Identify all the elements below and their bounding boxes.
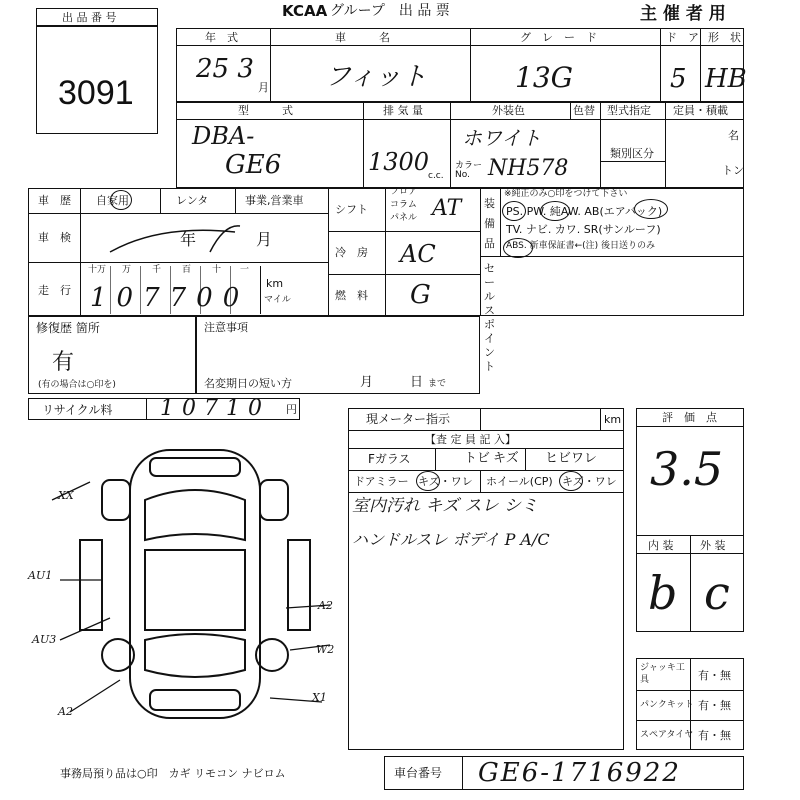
glass-chip-option: トビ [464, 451, 491, 466]
mileage-value: 107700 [90, 283, 250, 313]
chassis-number: GE6-1716922 [478, 758, 681, 788]
recycle-unit: 円 [286, 403, 297, 416]
inspection-month-unit: 月 [256, 230, 273, 249]
type-spec-label: 型式指定 [607, 104, 651, 117]
jack-options: 有・無 [698, 669, 731, 682]
front-glass-label: Fガラス [368, 452, 411, 466]
recycle-value: 10710 [160, 396, 270, 421]
puncture-options: 有・無 [698, 699, 731, 712]
rental-option: レンタ [176, 194, 209, 207]
color-no-value: NH578 [488, 156, 569, 181]
shift-option-column: コラム [390, 200, 417, 210]
diagram-mark-au1: AU1 [28, 569, 53, 582]
windshield [145, 490, 245, 540]
interior-label: 内 装 [648, 539, 674, 552]
front-left-wheel [102, 480, 130, 520]
type-value-line1: DBA- [192, 122, 255, 150]
rating-label: 評 価 点 [662, 411, 717, 424]
notes-label: 注意事項 [204, 321, 248, 334]
body-value: HB [705, 64, 747, 94]
shift-value: AT [432, 196, 462, 221]
form-title: グループ 出 品 票 [330, 3, 450, 19]
inspector-remark-1: 室内汚れ キズ スレ シミ [352, 496, 538, 516]
name-change-deadline-label: 名変期日の短い方 [204, 377, 292, 390]
front-right-wheel [260, 480, 288, 520]
exterior-color-label: 外装色 [492, 104, 525, 117]
wheel-label: ホイール(CP) [486, 475, 553, 488]
deadline-month: 月 [360, 375, 374, 390]
inspection-label: 車 検 [38, 231, 71, 244]
equipment-line3: ABS. 新車保証書←(注) 後日送りのみ [506, 241, 656, 251]
repair-note: (有の場合は○印を) [38, 380, 116, 390]
repair-value: 有 [52, 350, 75, 375]
private-use-option: 自家用 [96, 194, 129, 207]
rear-bumper [150, 690, 240, 710]
meter-km-unit: km [604, 413, 622, 426]
exterior-grade: c [704, 566, 730, 620]
capacity-label: 定員・積載 [673, 104, 728, 117]
grade-label: グ レ ー ド [520, 31, 597, 44]
puncture-kit-label: パンクキット [640, 700, 694, 710]
history-label: 車 歴 [38, 194, 71, 207]
sales-points-label: セールスポイント [484, 262, 495, 373]
cc-unit: c.c. [428, 171, 444, 181]
mile-unit: マイル [264, 295, 291, 305]
front-bumper [150, 458, 240, 476]
km-unit: km [266, 277, 284, 290]
organizer-label: 主 催 者 用 [640, 4, 726, 24]
meter-label: 現メーター指示 [366, 412, 451, 426]
rear-window [145, 634, 245, 677]
glass-crack-option: ヒビワレ [545, 451, 598, 466]
equipment-section-label: 装備品 [484, 197, 495, 250]
left-side [80, 540, 102, 630]
body-label: 形 状 [708, 31, 741, 44]
inspector-remark-2: ハンドルスレ ボデイ P A/C [352, 530, 550, 549]
year-label: 年 式 [205, 31, 238, 44]
interior-grade: b [648, 566, 678, 620]
grade-value: 13G [515, 61, 573, 94]
rating-score: 3.5 [650, 442, 724, 496]
year-month-unit: 月 [258, 81, 269, 94]
doors-value: 5 [670, 64, 687, 94]
model-label: 車 名 [335, 31, 390, 44]
color-no-label: カラー No. [455, 161, 483, 180]
equipment-line2: TV. ナビ. カワ. SR(サンルーフ) [506, 223, 661, 236]
color-value: ホワイト [462, 126, 542, 150]
door-mirror-options: キズ・ワレ [418, 475, 473, 488]
fuel-label: 燃 料 [335, 289, 368, 302]
wheel-options: キズ・ワレ [562, 475, 617, 488]
class-label: 類別区分 [610, 147, 654, 160]
recycle-label: リサイクル料 [42, 403, 113, 417]
tons-unit: トン [722, 164, 744, 177]
deadline-day: 日 [410, 375, 424, 390]
year-value: 25 3 [196, 54, 254, 84]
ac-label: 冷 房 [335, 246, 368, 259]
jack-tools-label: ジャッキ工 具 [640, 663, 685, 685]
lot-number-box [36, 8, 158, 134]
office-held-items: 事務局預り品は○印 カギ リモコン ナビロム [60, 767, 286, 780]
door-mirror-label: ドアミラー [354, 475, 409, 488]
displacement-value: 1300 [368, 148, 430, 176]
lot-number-label: 出 品 番 号 [62, 11, 117, 24]
persons-unit: 名 [728, 129, 739, 142]
type-label: 型 式 [238, 104, 293, 117]
diagram-mark-w2: W2 [316, 643, 335, 656]
diagram-mark-x1: X1 [312, 691, 327, 704]
diagram-mark-a2-left: A2 [58, 705, 73, 718]
inspector-section-label: 【査 定 員 記 入】 [425, 433, 516, 446]
equipment-note: ※純正のみ○印をつけて下さい [504, 189, 628, 199]
shift-label: シフト [335, 203, 368, 216]
ac-value: AC [400, 240, 436, 268]
deadline-until: まで [428, 379, 447, 389]
repair-label: 修復歴 箇所 [36, 321, 100, 335]
model-value: フィット [325, 62, 427, 92]
roof [145, 550, 245, 630]
mileage-label: 走 行 [38, 284, 71, 297]
inspection-scribble [100, 218, 250, 258]
doors-label: ド ア [666, 31, 699, 44]
lot-number-value: 3091 [58, 74, 134, 112]
spare-tire-label: スペアタイヤ [640, 730, 694, 740]
shift-option-panel: パネル [390, 213, 418, 223]
right-side [288, 540, 310, 630]
diagram-mark-a2-right: A2 [318, 599, 333, 612]
equipment-line1: PS. PW. 純AW. AB(エアバック) [506, 205, 663, 218]
fuel-value: G [410, 280, 431, 310]
spare-options: 有・無 [698, 729, 731, 742]
chassis-label: 車台番号 [394, 766, 443, 780]
inspection-year-unit: 年 [180, 230, 197, 249]
glass-scratch-option: キズ [493, 451, 519, 466]
kcaa-logo: KCAA [282, 2, 328, 20]
car-diagram [50, 440, 340, 730]
exterior-label: 外 装 [700, 539, 726, 552]
shift-option-floor: フロア [390, 187, 418, 197]
type-value-line2: GE6 [225, 150, 282, 180]
diagram-mark-xx: XX [58, 489, 74, 502]
displacement-label: 排 気 量 [383, 104, 423, 117]
business-option: 事業,営業車 [245, 194, 304, 207]
color-change-label: 色替 [573, 104, 595, 117]
diagram-mark-au3: AU3 [32, 633, 57, 646]
